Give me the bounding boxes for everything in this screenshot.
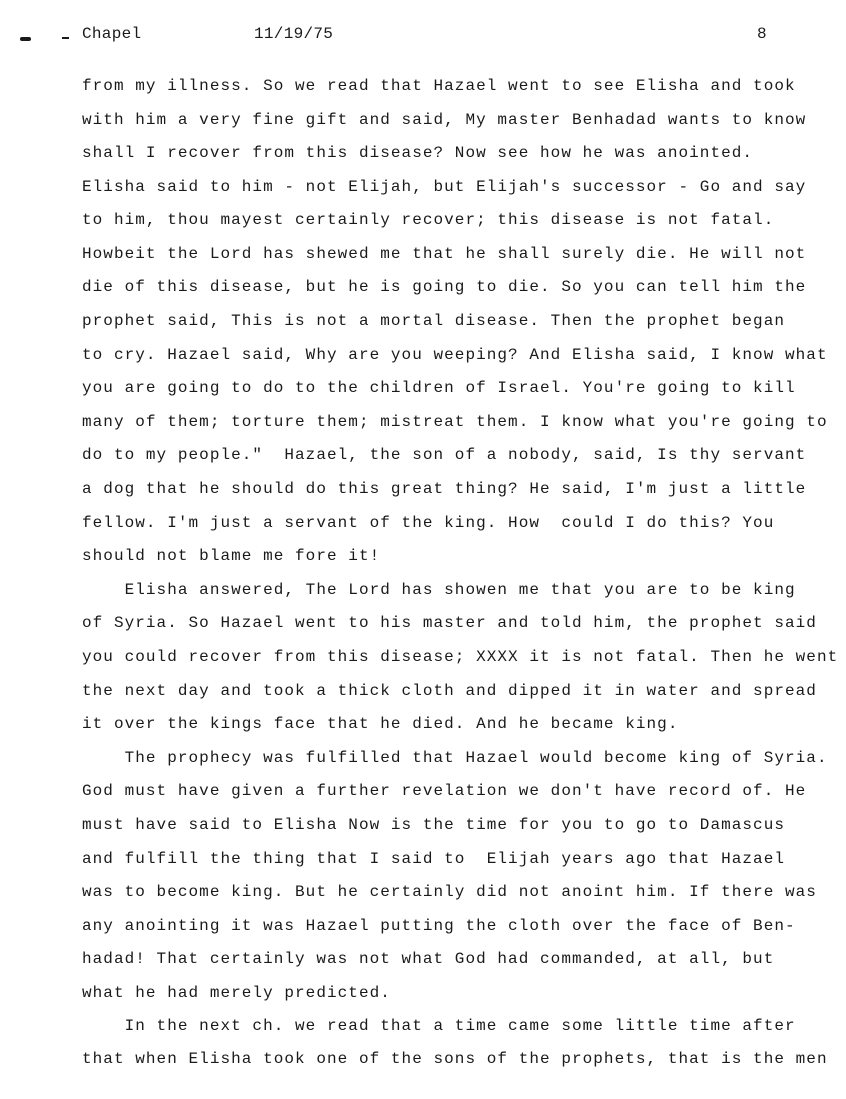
text-line: Elisha said to him - not Elijah, but Elijah's successor - Go and say (82, 178, 807, 196)
text-line: Howbeit the Lord has shewed me that he shall surely die. He will not (82, 245, 807, 263)
text-line: The prophecy was fulfilled that Hazael would become king of Syria. (82, 749, 828, 767)
text-line: was to become king. But he certainly did not anoint him. If there was (82, 883, 817, 901)
text-line: to him, thou mayest certainly recover; this disease is not fatal. (82, 211, 775, 229)
text-line: to cry. Hazael said, Why are you weeping? And Elisha said, I know what (82, 346, 828, 364)
text-line: In the next ch. we read that a time came some little time after (82, 1017, 796, 1035)
text-line: should not blame me fore it! (82, 547, 381, 565)
text-line: must have said to Elisha Now is the time for you to go to Damascus (82, 816, 786, 834)
text-line: die of this disease, but he is going to die. So you can tell him the (82, 278, 807, 296)
text-line: fellow. I'm just a servant of the king. How could I do this? You (82, 514, 775, 532)
text-line: with him a very fine gift and said, My master Benhadad wants to know (82, 111, 807, 129)
text-line: that when Elisha took one of the sons of the prophets, that is the men (82, 1050, 828, 1068)
margin-mark (20, 37, 31, 41)
text-line: it over the kings face that he died. And he became king. (82, 715, 679, 733)
text-line: shall I recover from this disease? Now see how he was anointed. (82, 144, 754, 162)
text-line: the next day and took a thick cloth and dipped it in water and spread (82, 682, 817, 700)
text-line: what he had merely predicted. (82, 984, 391, 1002)
text-line: hadad! That certainly was not what God had commanded, at all, but (82, 950, 775, 968)
text-line: prophet said, This is not a mortal disease. Then the prophet began (82, 312, 786, 330)
text-line: many of them; torture them; mistreat them. I know what you're going to (82, 413, 828, 431)
text-line: you could recover from this disease; XXXX it is not fatal. Then he went (82, 648, 839, 666)
text-line: any anointing it was Hazael putting the cloth over the face of Ben- (82, 917, 796, 935)
page-number: 8 (757, 25, 767, 43)
text-line: you are going to do to the children of Israel. You're going to kill (82, 379, 796, 397)
text-line: from my illness. So we read that Hazael went to see Elisha and took (82, 77, 796, 95)
margin-dash (62, 37, 69, 39)
text-line: of Syria. So Hazael went to his master and told him, the prophet said (82, 614, 817, 632)
text-line: God must have given a further revelation we don't have record of. He (82, 782, 807, 800)
text-line: do to my people." Hazael, the son of a nobody, said, Is thy servant (82, 446, 807, 464)
text-line: a dog that he should do this great thing? He said, I'm just a little (82, 480, 807, 498)
header-date: 11/19/75 (254, 25, 334, 43)
text-line: Elisha answered, The Lord has showen me that you are to be king (82, 581, 796, 599)
header-location: Chapel (82, 25, 142, 43)
text-line: and fulfill the thing that I said to Elijah years ago that Hazael (82, 850, 786, 868)
